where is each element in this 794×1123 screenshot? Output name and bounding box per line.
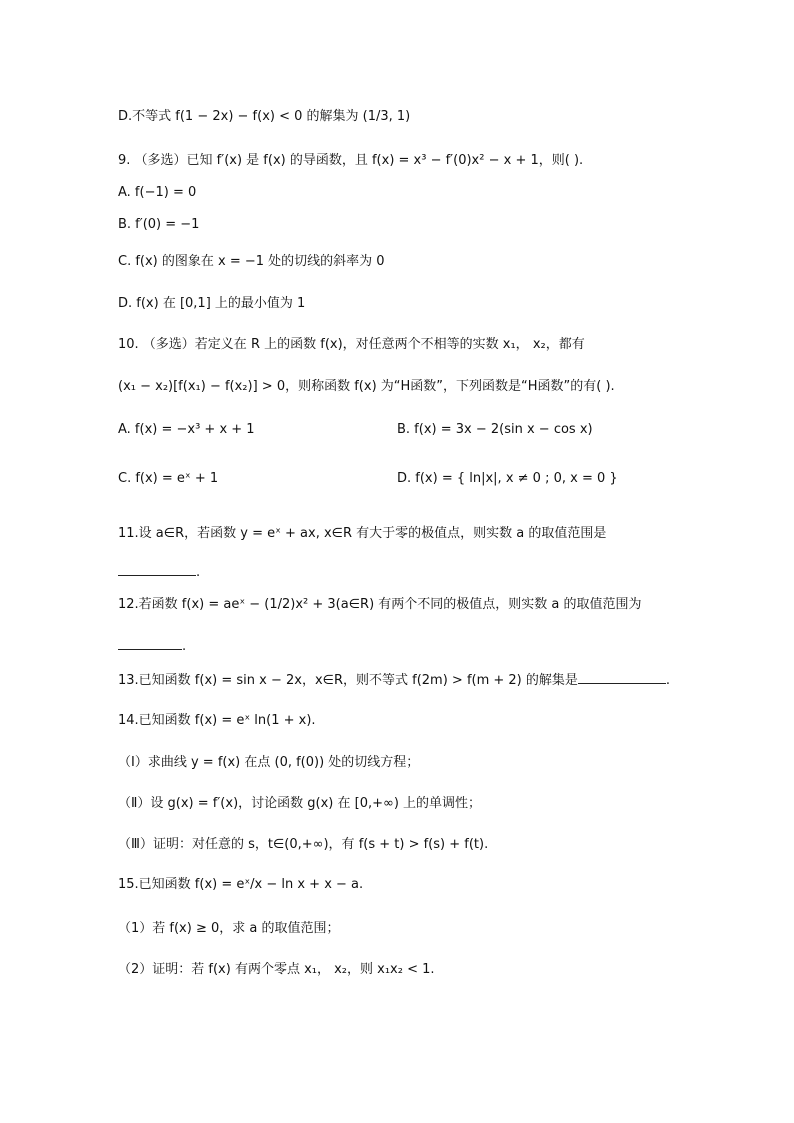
item-q10a: 10. （多选）若定义在 R 上的函数 f(x)，对任意两个不相等的实数 x₁， x₂，都有 [118,337,585,352]
q13-line [118,669,670,690]
answer-blank [118,635,182,650]
answer-blank [118,561,196,576]
item-q12: 12.若函数 f(x) = aeˣ − (1/2)x² + 3(a∈R) 有两个不同的极值点，则实数 a 的取值范围为 [118,597,642,612]
q12-answer-line [118,635,186,656]
q11-tail: . [196,565,201,580]
q12-tail: . [182,639,187,654]
item-q10D: D. f(x) = { ln|x|, x ≠ 0 ; 0, x = 0 } [397,471,618,486]
item-q10A: A. f(x) = −x³ + x + 1 [118,422,255,437]
item-q9d: D. f(x) 在 [0,1] 上的最小值为 1 [118,296,306,311]
item-q13: 13.已知函数 f(x) = sin x − 2x，x∈R，则不等式 f(2m) > f(m + 2) 的解集是 [118,673,578,688]
item-q9a: A. f(−1) = 0 [118,185,197,200]
item-q14ii: （Ⅱ）设 g(x) = f′(x)，讨论函数 g(x) 在 [0,+∞) 上的单调性； [118,796,482,811]
item-q10b: (x₁ − x₂)[f(x₁) − f(x₂)] > 0，则称函数 f(x) 为“H函数”，下列函数是“H函数”的有( ). [118,379,615,394]
item-q10C: C. f(x) = eˣ + 1 [118,471,219,486]
item-q9b: B. f′(0) = −1 [118,217,200,232]
item-q15-1: （1）若 f(x) ≥ 0，求 a 的取值范围； [118,921,340,936]
q13-tail: . [665,673,671,688]
item-q14i: （Ⅰ）求曲线 y = f(x) 在点 (0, f(0)) 处的切线方程； [118,755,420,770]
item-q15: 15.已知函数 f(x) = eˣ/x − ln x + x − a. [118,877,364,892]
item-q9: 9. （多选）已知 f′(x) 是 f(x) 的导函数，且 f(x) = x³ − f′(0)x² − x + 1，则( ). [118,153,584,168]
item-q11: 11.设 a∈R，若函数 y = eˣ + ax, x∈R 有大于零的极值点，则实数 a 的取值范围是 [118,526,607,541]
answer-blank [578,669,666,684]
item-q10B: B. f(x) = 3x − 2(sin x − cos x) [397,422,593,437]
item-q15-2: （2）证明：若 f(x) 有两个零点 x₁， x₂，则 x₁x₂ < 1. [118,962,435,977]
item-q14: 14.已知函数 f(x) = eˣ ln(1 + x). [118,713,316,728]
item-d-opt: D.不等式 f(1 − 2x) − f(x) < 0 的解集为 (1/3, 1) [118,109,411,124]
q11-answer-line [118,561,200,582]
item-q9c: C. f(x) 的图象在 x = −1 处的切线的斜率为 0 [118,254,385,269]
item-q14iii: （Ⅲ）证明：对任意的 s，t∈(0,+∞)，有 f(s + t) > f(s) + f(t). [118,837,489,852]
